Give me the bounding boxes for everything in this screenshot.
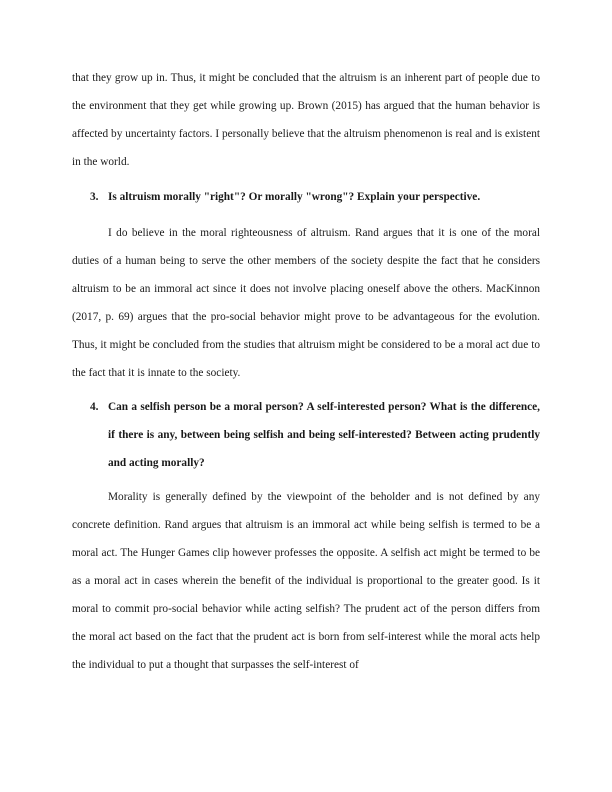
continuation-paragraph: that they grow up in. Thus, it might be concluded that the altruism is an inherent part of people due to the environment that they get while growing up. Brown (2015) has argued that the human behavior is affected by uncertainty factors. I personally believe that the altruism phenomenon is real and is existent in the world.: [72, 72, 540, 168]
question-4-heading: Can a selfish person be a moral person? A self-interested person? What is the difference, if there is any, between being selfish and being self-interested? Between acting prudently and acting morally?: [108, 401, 540, 469]
question-3-heading: Is altruism morally "right"? Or morally "wrong"? Explain your perspective.: [108, 191, 481, 203]
question-3-number: 3.: [90, 191, 99, 203]
answer-3-paragraph: I do believe in the moral righteousness of altruism. Rand argues that it is one of the moral duties of a human being to serve the other members of the society despite the fact that he considers altruism to be an immoral act since it does not involve placing oneself above the others. MacKinnon (2017, p. 69) argues that the pro-social behavior might prove to be advantageous for the evolution. Thus, it might be concluded from the studies that altruism might be considered to be a moral act due to the fact that it is innate to the society.: [72, 227, 540, 379]
answer-4-paragraph: Morality is generally defined by the viewpoint of the beholder and is not defined by any concrete definition. Rand argues that altruism is an immoral act while being selfish is termed to be a moral act. The Hunger Games clip however professes the opposite. A selfish act might be termed to be as a moral act in cases wherein the benefit of the individual is proportional to the greater good. Is it moral to commit pro-social behavior while acting selfish? The prudent act of the person differs from the moral act based on the fact that the prudent act is born from self-interest while the moral acts help the individual to put a thought that surpasses the self-interest of: [72, 491, 540, 671]
question-4-number: 4.: [90, 401, 99, 413]
